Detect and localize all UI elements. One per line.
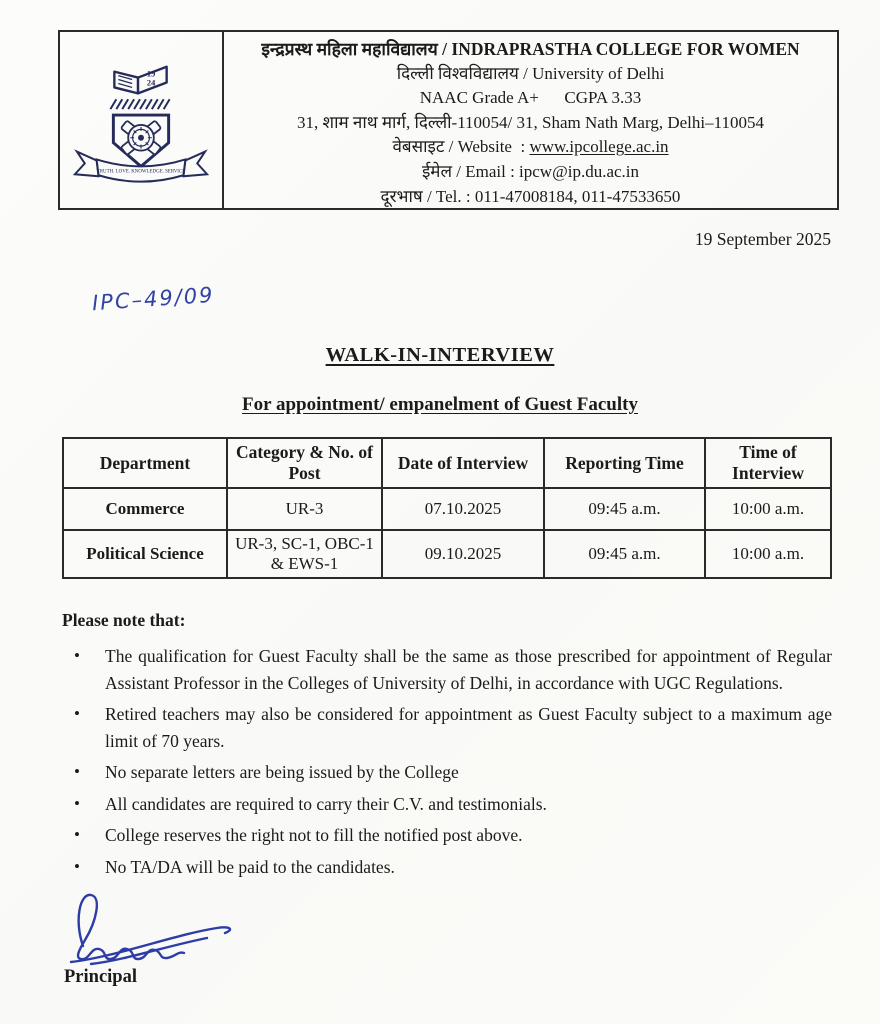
crest-year-top: 19: [146, 69, 156, 79]
col-header-date: Date of Interview: [382, 438, 544, 488]
note-text: No separate letters are being issued by the College: [105, 762, 459, 782]
cell-category: UR-3, SC-1, OBC-1 & EWS-1: [227, 530, 382, 578]
notice-title: WALK-IN-INTERVIEW: [325, 344, 555, 366]
col-header-category: Category & No. of Post: [227, 438, 382, 488]
crest-motto: TRUTH. LOVE. KNOWLEDGE. SERVICE: [96, 169, 186, 175]
list-item: [62, 822, 832, 849]
cell-department: Political Science: [63, 530, 227, 578]
cell-interview-time: 10:00 a.m.: [705, 488, 831, 530]
bullet-icon: •: [74, 825, 80, 844]
cell-date: 07.10.2025: [382, 488, 544, 530]
cell-date: 09.10.2025: [382, 530, 544, 578]
bullet-icon: •: [74, 793, 80, 813]
letterhead-text: [224, 32, 837, 208]
tel-line: दूरभाष / Tel. : 011-47008184, 011-47533650: [380, 186, 681, 206]
list-item: [62, 759, 832, 786]
crest-year-bottom: 24: [146, 78, 156, 88]
principal-signature-ink: [55, 888, 290, 966]
note-text: Retired teachers may also be considered for appointment as Guest Faculty subject to a maximum age limit of 70 years.: [105, 704, 832, 751]
list-item: [62, 854, 832, 881]
letterhead-box: [58, 30, 839, 210]
list-item: [62, 791, 832, 818]
table-row: [63, 488, 831, 530]
cell-reporting-time: 09:45 a.m.: [544, 530, 705, 578]
naac-line: NAAC Grade A+ CGPA 3.33: [419, 88, 642, 108]
college-name-line: इन्द्रप्रस्थ महिला महाविद्यालय / INDRAPRASTHA COLLEGE FOR WOMEN: [261, 39, 800, 59]
bullet-icon: •: [74, 762, 80, 781]
cell-department: Commerce: [63, 488, 227, 530]
bullet-icon: •: [74, 856, 80, 876]
note-text: College reserves the right not to fill the notified post above.: [105, 825, 523, 845]
website-label: वेबसाइट / Website :: [392, 137, 530, 157]
crest-hatch: [110, 99, 169, 109]
note-text: All candidates are required to carry their C.V. and testimonials.: [105, 793, 547, 814]
col-header-interview-time: Time of Interview: [705, 438, 831, 488]
table-header-row: [63, 438, 831, 488]
bullet-icon: •: [74, 646, 80, 665]
address-line: 31, शाम नाथ मार्ग, दिल्ली-110054/ 31, Sham Nath Marg, Delhi–110054: [297, 112, 764, 132]
cell-category: UR-3: [227, 488, 382, 530]
cell-reporting-time: 09:45 a.m.: [544, 488, 705, 530]
website-line: [224, 135, 837, 160]
col-header-reporting-time: Reporting Time: [544, 438, 705, 488]
list-item: [62, 643, 832, 696]
college-crest-cell: [60, 32, 224, 208]
website-url: www.ipcollege.ac.in: [529, 137, 669, 157]
document-date: 19 September 2025: [694, 229, 831, 249]
principal-designation: Principal: [64, 967, 137, 987]
note-text: The qualification for Guest Faculty shall be the same as those prescribed for appointment of Regular Assistant Professor in the Colleges of University of Delhi, in accordance with UGC Regulations.: [105, 646, 832, 693]
notes-list: [62, 643, 832, 885]
college-crest-icon: [67, 49, 215, 191]
note-text: No TA/DA will be paid to the candidates.: [105, 856, 395, 877]
university-line: दिल्ली विश्वविद्यालय / University of Delhi: [396, 63, 665, 83]
notes-heading: Please note that:: [62, 610, 186, 630]
handwritten-reference-number: IPC–49/09: [91, 282, 216, 316]
notice-subtitle: For appointment/ empanelment of Guest Faculty: [242, 394, 638, 415]
bullet-icon: •: [74, 704, 80, 723]
list-item: [62, 701, 832, 754]
email-line: ईमेल / Email : ipcw@ip.du.ac.in: [421, 161, 640, 181]
col-header-department: Department: [63, 438, 227, 488]
cell-interview-time: 10:00 a.m.: [705, 530, 831, 578]
table-row: [63, 530, 831, 578]
interview-schedule-table: [62, 437, 832, 579]
